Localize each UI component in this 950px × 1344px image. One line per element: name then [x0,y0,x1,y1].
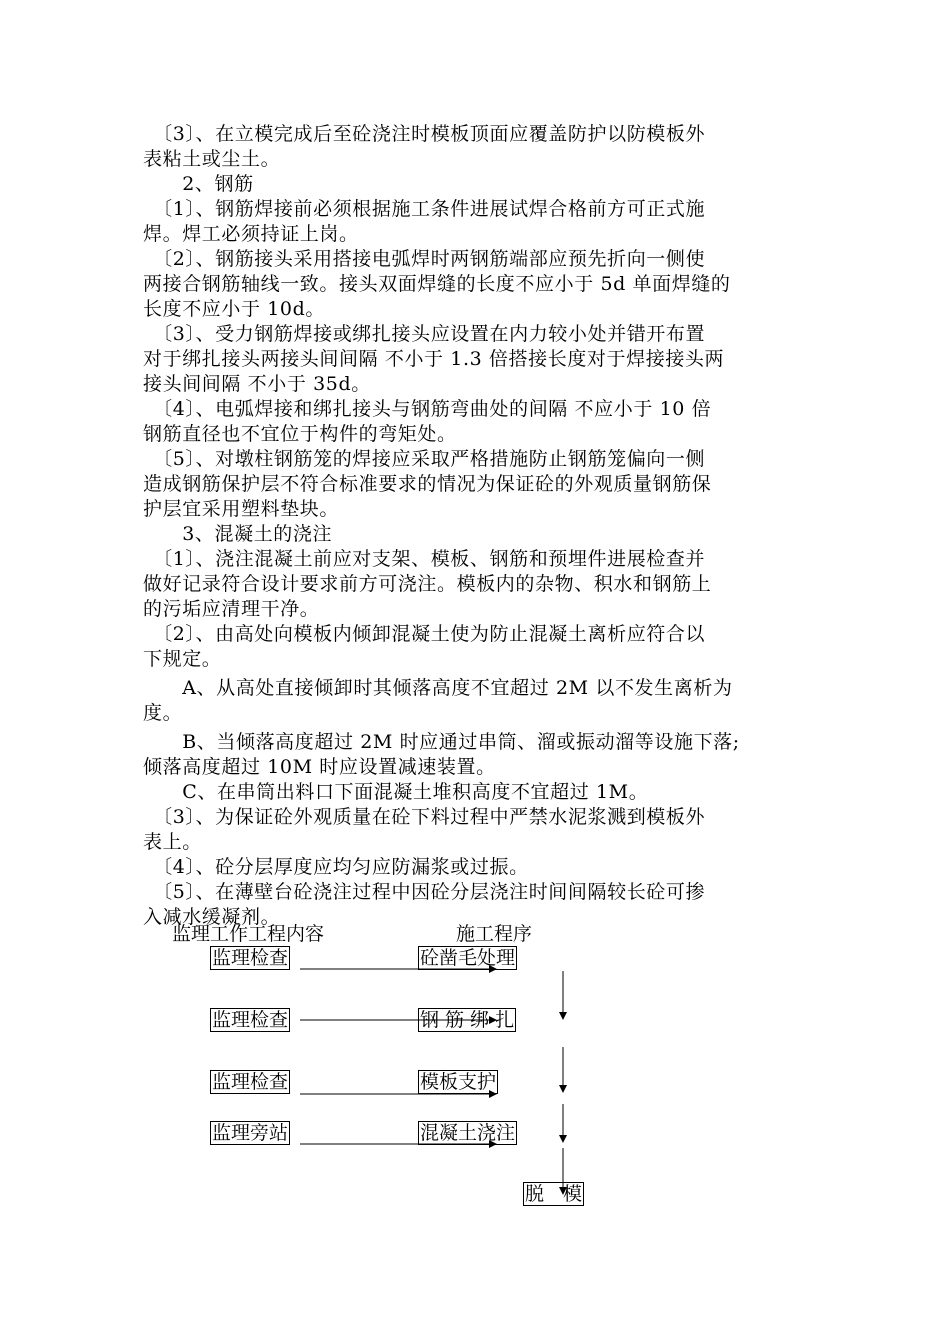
paragraph [143,197,807,247]
text-line: 对于绑扎接头两接头间间隔 不小于 1.3 倍搭接长度对于焊接接头两 [143,348,725,370]
text-line: 表上。 [143,831,202,853]
paragraph [143,622,807,672]
paragraph [143,447,807,522]
procedure-box-2: 钢 筋 绑 扎 [420,1009,515,1031]
supervision-box-2: 监理检查 [212,1009,289,1031]
text-line: 造成钢筋保护层不符合标准要求的情况为保证砼的外观质量钢筋保 [143,473,712,495]
text-line: 度。 [143,702,183,724]
text-line: 〔1〕、浇注混凝土前应对支架、模板、钢筋和预埋件进展检查并 [143,548,706,570]
text-line: 倾落高度超过 10M 时应设置减速装置。 [143,756,496,778]
paragraph [143,522,807,547]
text-line: 入减水缓凝剂。 [143,906,281,928]
paragraph [143,676,807,726]
text-line: 〔4〕、砼分层厚度应均匀应防漏浆或过振。 [143,856,529,878]
text-line: 〔2〕、由高处向模板内倾卸混凝土使为防止混凝土离析应符合以 [143,623,706,645]
supervision-box-1: 监理检查 [212,947,289,969]
flowchart-right-header: 施工程序 [456,923,533,945]
flowchart-left-header: 监理工作工程内容 [172,923,325,945]
paragraph [143,247,807,322]
text-line: 表粘土或尘土。 [143,148,281,170]
text-line: 做好记录符合设计要求前方可浇注。模板内的杂物、积水和钢筋上 [143,573,712,595]
procedure-box-1: 砼凿毛处理 [420,947,516,969]
text-line: 〔3〕、在立模完成后至砼浇注时模板顶面应覆盖防护以防模板外 [143,123,706,145]
paragraph [143,855,807,880]
text-line: B、当倾落高度超过 2M 时应通过串筒、溜或振动溜等设施下落; [143,731,740,753]
supervision-box-4: 监理旁站 [212,1122,289,1144]
paragraph [143,172,807,197]
paragraph [143,780,807,805]
text-line: 接头间间隔 不小于 35d。 [143,373,371,395]
paragraph [143,547,807,622]
text-line: 〔3〕、为保证砼外观质量在砼下料过程中严禁水泥浆溅到模板外 [143,806,706,828]
text-line: A、从高处直接倾卸时其倾落高度不宜超过 2M 以不发生离析为 [143,677,733,699]
text-line: 〔4〕、电弧焊接和绑扎接头与钢筋弯曲处的间隔 不应小于 10 倍 [143,398,712,420]
horizontal-arrows [300,969,496,1144]
text-line: 〔1〕、钢筋焊接前必须根据施工条件进展试焊合格前方可正式施 [143,198,706,220]
paragraph [143,730,807,780]
text-line: 护层宜采用塑料垫块。 [143,498,340,520]
text-line: C、在串筒出料口下面混凝土堆积高度不宜超过 1M。 [143,781,649,803]
procedure-box-4: 混凝土浇注 [420,1122,516,1144]
supervision-box-3: 监理检查 [212,1071,289,1093]
text-line: 两接合钢筋轴线一致。接头双面焊缝的长度不应小于 5d 单面焊缝的 [143,273,731,295]
paragraph [143,322,807,397]
text-line: 焊。焊工必须持证上岗。 [143,223,359,245]
procedure-box-final: 脱 模 [525,1183,583,1205]
text-line: 〔2〕、钢筋接头采用搭接电弧焊时两钢筋端部应预先折向一侧使 [143,248,706,270]
procedure-box-3: 模板支护 [420,1071,497,1093]
text-line: 2、钢筋 [143,173,254,195]
paragraph [143,122,807,172]
paragraph [143,397,807,447]
text-line: 〔3〕、受力钢筋焊接或绑扎接头应设置在内力较小处并错开布置 [143,323,706,345]
text-line: 长度不应小于 10d。 [143,298,325,320]
text-line: 钢筋直径也不宜位于构件的弯矩处。 [143,423,457,445]
text-line: 3、混凝土的浇注 [143,523,333,545]
text-line: 〔5〕、对墩柱钢筋笼的焊接应采取严格措施防止钢筋笼偏向一侧 [143,448,706,470]
text-line: 的污垢应清理干净。 [143,598,320,620]
paragraph [143,805,807,855]
text-line: 〔5〕、在薄壁台砼浇注过程中因砼分层浇注时间间隔较长砼可掺 [143,881,706,903]
text-line: 下规定。 [143,648,222,670]
